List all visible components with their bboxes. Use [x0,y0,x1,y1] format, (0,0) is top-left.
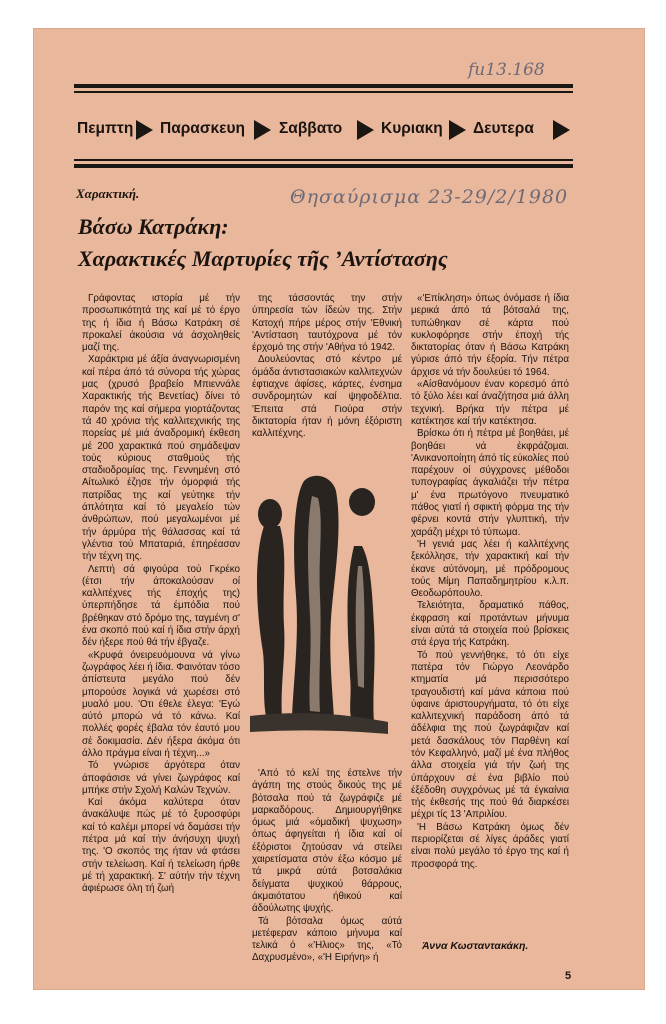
paragraph: Δουλεύοντας στό κέντρο μέ όμάδα άντιστασιακών καλλιτεχνών έφτιαχνε άφίσες, κάρτες, ένσημα συνδρομητών καί ψηφοδέλτια. 'Επειτα στά Γιούρα στήν δικτατορία ήταν ή μόνη έξόριστη καλλιτέχνης. [252,354,402,440]
article-subtitle: Χαρακτικές Μαρτυρίες τῆς ’Αντίστασης [78,246,448,271]
paragraph: Χαράκτρια μέ άξία άναγνωρισμένη καί πέρα άπό τά σύνορα τής χώρας μας (χρυσό βραβείο Μπιεννάλε Χαρακτικής τής Βενετίας) δίνει τό παρόν της καί σήμερα γιορτάζοντας τά 40 χρόνια τής καλλιτεχνικής της πορείας μέ μιά άναδρομική έκθεση μέ 200 χαρακτικά πού σημάδεψαν τούς κύριους σταθμούς τής σταδιοδρομίας της. Γεννημένη στό Αίτωλικό έζησε τήν όμορφιά τής πατρίδας της καί γεύτηκε τήν άπλότητα καί τό μεγαλείο τών άνθρώπων, πού μεγαλωμένοι μέ τήν άρμύρα τής θάλασσας καί τά γλέντια τού Μπαταριά, έπηρέασαν τήν τέχνη της. [82,354,240,563]
handwritten-archive-id: fu13.168 [468,60,545,80]
article-title: Βάσω Κατράκη: [78,214,229,239]
day-monday: Δευτερα [473,120,534,137]
arrow-right-icon [357,120,374,140]
paragraph: της τάσσοντάς την στήν ύπηρεσία τών ίδεών της. Στήν Κατοχή πήρε μέρος στήν 'Εθνική 'Αντίσταση ταυτόχρονα μέ τόν έρχομό της στήν 'Αθήνα τό 1942. [252,293,402,354]
day-sunday: Κυριακη [381,120,443,137]
section-label: Χαρακτική. [76,186,140,201]
paragraph: Τό γνώρισε άργότερα όταν άποφάσισε νά γίνει ζωγράφος καί μπήκε στήν Σχολή Καλών Τεχνών. [82,760,240,796]
top-rule-thick [74,84,573,88]
weekday-strip [77,117,577,147]
paragraph: 'Η Βάσω Κατράκη όμως δέν περιορίζεται σέ λίγες άράδες γιατί είναι πολύ μεγάλο τό έργο της καί ή προσφορά της. [411,821,569,870]
paragraph: Τελειότητα, δραματικό πάθος, έκφραση καί προτάντων μήνυμα είναι αύτά τά στοιχεία πού βρίσκεις στά έργα τής Κατράκη. [411,600,569,649]
day-thursday: Πεμπτη [77,120,134,137]
artwork-figure-center-light [308,496,321,712]
text-column-2-top [252,293,402,441]
paragraph: Βρίσκω ότι ή πέτρα μέ βοηθάει, μέ βοηθάει νά έκφράζομαι. 'Ανικανοποίητη άπό τίς εύκολίες πού παρέχουν οί σύγχρονες μέθοδοι τυπογραφίας άγκαλιάζει τήν πέτρα μ' ένα πρωτόγονο πνευματικό πάθος γιατί ή σφικτή φόρμα της τήν φέρνει κοντά στήν γλυπτική, τήν χαράζη μέχρι τό τύπωμα. [411,428,569,538]
text-column-2-bottom [252,768,402,965]
paragraph: 'Από τό κελί της έστελνε τήν άγάπη της στούς δικούς της μέ βότσαλα πού τά ζωγράφιζε μέ μαρκαδόρους. Δημιουργήθηκε όμως μιά «όμαδική ψυχωση» όπως άφηγείται ή ίδια καί οί έξόριστοι ζητούσαν νά στείλει χαιρετίσματα στόν έξω κόσμο μέ τά μικρά αύτά βοτσαλάκια δείγματα ψυχικού θάρρους, άκμαιότατου ήθικού καί άδούλωτης ψυχής. [252,768,402,915]
engraving-artwork [244,466,394,738]
arrow-right-icon [553,120,570,140]
day-saturday: Σαββατο [279,120,343,137]
article-author: Άννα Κωσταντακάκη. [422,940,529,952]
paragraph: Καί άκόμα καλύτερα όταν άνακάλυψε πώς μέ τό ξυροσφύρι καί τό καλέμι μπορεί νά δαμάσει τήν πέτρα μά καί τήν άνήσυχη ψυχή της. 'Ο σκοπός της ήταν νά φτάσει στήν τελείωση. Καί ή τελείωση ήρθε μέ τή χαρακτική. Σ' αύτήν τήν τέχνη άφιέρωσε όλη τή ζωή [82,797,240,895]
arrow-right-icon [254,120,271,140]
arrow-right-icon [449,120,466,140]
artwork-head-left [258,499,282,529]
day-friday: Παρασκευη [160,120,245,137]
handwritten-source-note: Θησαύρισμα 23-29/2/1980 [290,186,569,208]
top-rule-thin [74,91,573,93]
paragraph: «Αίσθανόμουν έναν κορεσμό άπό τό ξύλο λέει καί άναζήτησα μιά άλλη τεχνική. Βρήκα τήν πέτρα μέ κατέκτησε καί τήν κατέκτησα. [411,379,569,427]
paragraph: «Κρυφά όνειρευόμουνα νά γίνω ζωγράφος λέει ή ίδια. Φαινόταν τόσο άπίστευτα μεγάλο πού δέν μπορούσε λογικά νά χωρέσει στό μυαλό μου. 'Οτι έθελε έλεγα: 'Εγώ αύτό μπορώ νά τό κάνω. Καί πολλές φορές έβαλα τόν έαυτό μου σέ δοκιμασία. Δέν ήξερα άκόμα ότι άλλο πράγμα είναι ή τέχνη...» [82,649,241,759]
paragraph: Γράφοντας ιστορία μέ τήν προσωπικότητά της καί μέ τό έργο της ή ίδια ή Βάσω Κατράκη σέ προκαλεί άκούσια νά άσχοληθείς μαζί της. [82,293,240,354]
paragraph: «'Επίκληση» όπως όνόμασε ή ίδια μερικά άπό τά βότσαλά της, τυπώθηκαν σέ κάρτα πού κυκλοφόρησε στήν έποχή τής δικτατορίας όταν ή Βάσω Κατράκη γύρισε άπό τήν έξορία. Τήν πέτρα άρχισε νά τήν δουλεύει τό 1964. [411,293,569,378]
paragraph: Λεπτή σά φιγούρα τού Γκρέκο (έτσι τήν άποκαλούσαν οί καλλιτέχνες τής έποχής της) ύπερπήδησε τά έμπόδια πού βρέθηκαν στό δρόμο της, ταγμένη σ' ένα σκοπό πού καί ή ίδια στήν άρχή δέν ήξερε πού θά τήν έβγαζε. [82,563,240,649]
paragraph: Τά βότσαλα όμως αύτά μετέφεραν κάποιο μήνυμα καί τελικά ό «'Ηλιος» της, «Τό Δαχρυσμένο», «'Η Ειρήνη» ή [252,915,402,964]
arrow-right-icon [136,120,153,140]
artwork-figure-left [257,526,284,718]
bottom-rule-thin [74,159,573,161]
paragraph: 'Η γενιά μας λέει ή καλλιτέχνης ξεκόλλησε, τήν χαρακτική καί τήν έκανε αύτόνομη, μέ πρόδρομους τούς Μίμη Παπαδημητρίου κ.λ.π. Θεοδωρόπουλο. [411,538,569,600]
bottom-rule-thick [74,164,573,168]
page-number: 5 [565,970,572,982]
text-column-1 [82,293,240,896]
text-column-3 [411,293,569,871]
paragraph: Τό πού γεννήθηκε, τό ότι είχε πατέρα τόν Γιώργο Λεονάρδο κτηματία μά περισσότερο τραγουδιστή καί μάνα κάποια πού ύφαινε άριστουργήματα, τό ότι είχε καλλιτεχνική παράδοση άπό τά άδέλφια της πού ζωγράφιζαν καί μετά δασκάλους τόν Παρθένη καί τόν Κεφαλληνό, μαζί μέ ένα πλήθος άλλα στοιχεία γιά τήν ζωή της ύπάρχουν σέ ένα βιβλίο πού έξέδοθη συγχρόνως μέ τά έγκαίνια τής έκθεσής της πού θά διαρκέσει μέχρι τίς 13 'Απριλίου. [411,649,569,821]
artwork-head-right [349,488,375,516]
